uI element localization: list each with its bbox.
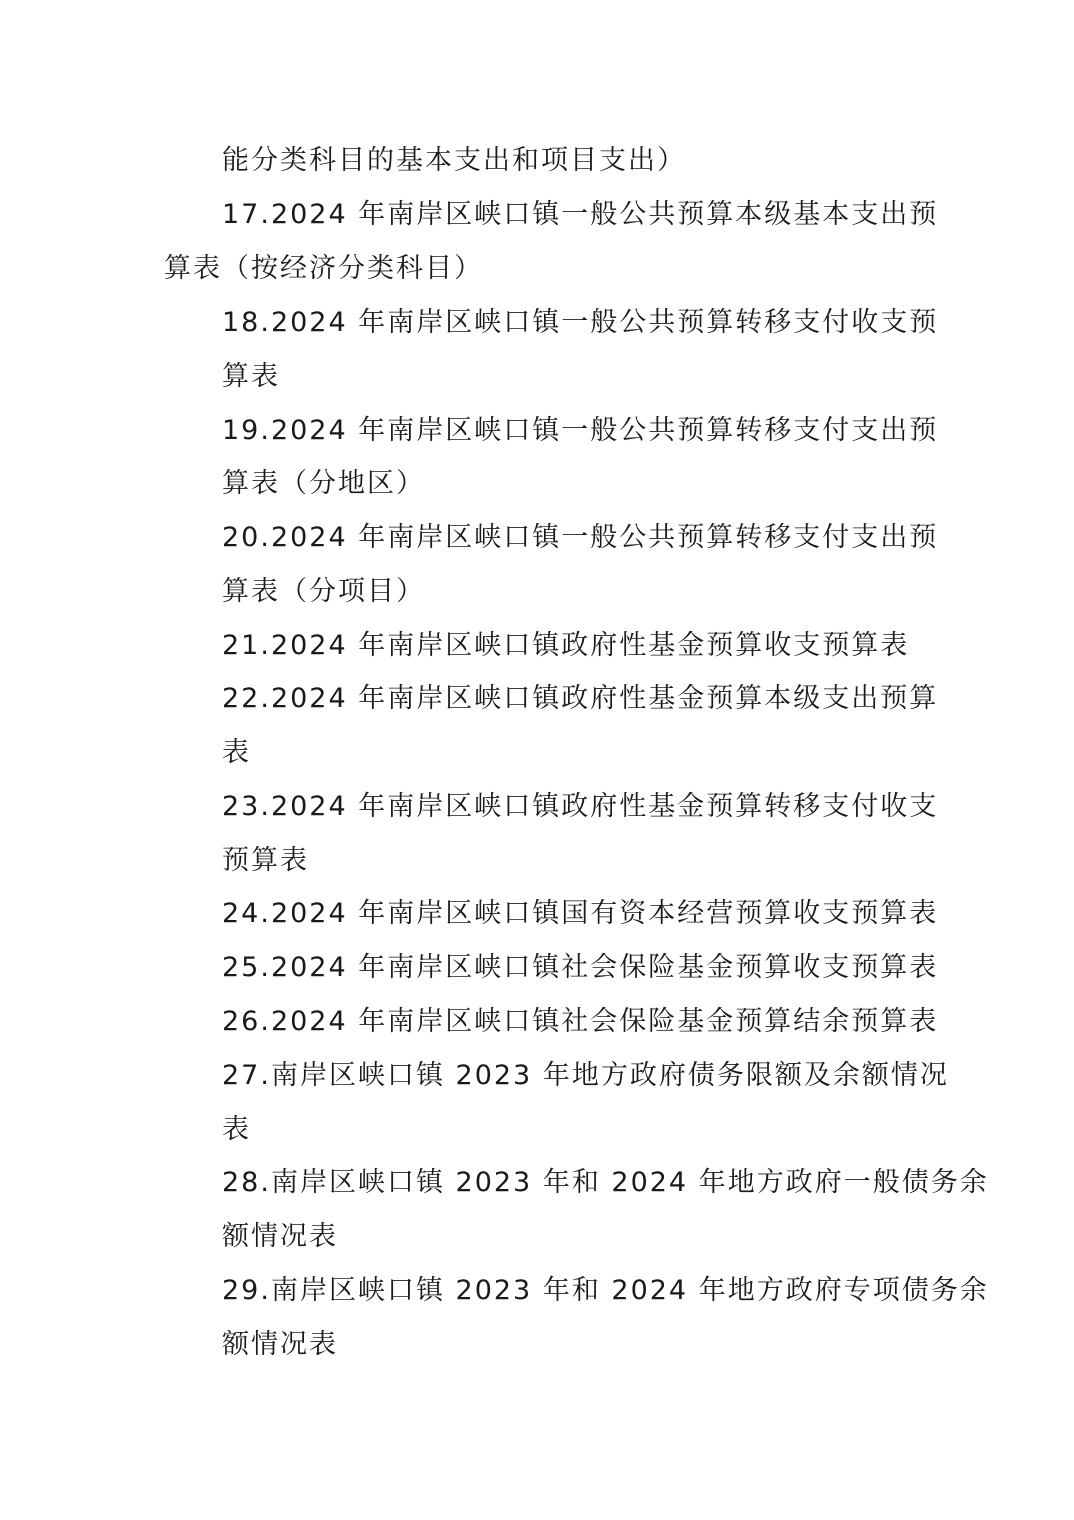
list-item-28: 28.南岸区峡口镇 2023 年和 2024 年地方政府一般债务余	[222, 1167, 989, 1198]
text-line: 预算表	[222, 845, 309, 876]
list-item-17: 17.2024 年南岸区峡口镇一般公共预算本级基本支出预	[222, 199, 939, 230]
text-line: 算表（按经济分类科目）	[164, 253, 483, 284]
text-line: 表	[222, 1114, 251, 1145]
list-item-21: 21.2024 年南岸区峡口镇政府性基金预算收支预算表	[222, 630, 910, 661]
text-line: 额情况表	[222, 1329, 338, 1360]
list-item-19: 19.2024 年南岸区峡口镇一般公共预算转移支付支出预	[222, 415, 939, 446]
list-item-25: 25.2024 年南岸区峡口镇社会保险基金预算收支预算表	[222, 952, 939, 983]
list-item-27: 27.南岸区峡口镇 2023 年地方政府债务限额及余额情况	[222, 1060, 949, 1091]
list-item-22: 22.2024 年南岸区峡口镇政府性基金预算本级支出预算	[222, 683, 939, 714]
text-line: 额情况表	[222, 1221, 338, 1252]
list-item-26: 26.2024 年南岸区峡口镇社会保险基金预算结余预算表	[222, 1006, 939, 1037]
text-line: 算表（分地区）	[222, 468, 425, 499]
list-item-24: 24.2024 年南岸区峡口镇国有资本经营预算收支预算表	[222, 898, 939, 929]
text-line: 算表（分项目）	[222, 576, 425, 607]
text-line: 能分类科目的基本支出和项目支出）	[222, 145, 686, 176]
text-line: 算表	[222, 361, 280, 392]
list-item-18: 18.2024 年南岸区峡口镇一般公共预算转移支付收支预	[222, 307, 939, 338]
text-line: 表	[222, 737, 251, 768]
list-item-29: 29.南岸区峡口镇 2023 年和 2024 年地方政府专项债务余	[222, 1275, 989, 1306]
list-item-20: 20.2024 年南岸区峡口镇一般公共预算转移支付支出预	[222, 522, 939, 553]
list-item-23: 23.2024 年南岸区峡口镇政府性基金预算转移支付收支	[222, 791, 939, 822]
